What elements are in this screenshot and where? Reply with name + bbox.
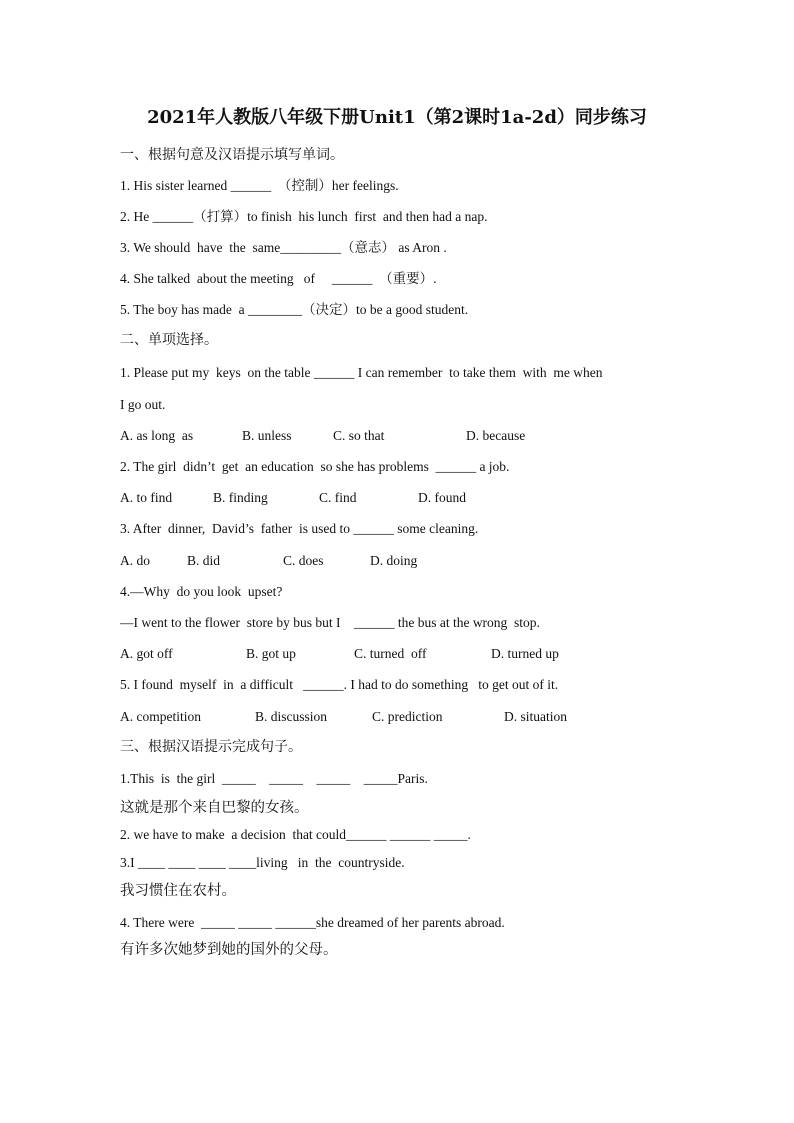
translation-item-1: 1.This is the girl _____ _____ _____ _____Paris. [120,771,428,786]
fill-in-item-5: 5. The boy has made a ________（决定）to be a good student. [120,302,469,317]
q3-option-a: A. do [120,553,150,568]
choice-question-4-line-2: —I went to the flower store by bus but I ______ the bus at the wrong stop. [120,615,540,630]
q4-option-d: D. turned up [491,646,559,661]
section-2-heading: 二、单项选择。 [120,332,218,348]
page-title: 2021年人教版八年级下册Unit1（第2课时1a-2d）同步练习 [147,107,647,128]
q1-option-a: A. as long as [120,428,194,443]
q1-option-b: B. unless [242,428,292,443]
q2-option-b: B. finding [213,490,268,505]
fill-in-item-4: 4. She talked about the meeting of ______ （重要）. [120,271,437,286]
q4-option-c: C. turned off [354,646,427,661]
fill-in-item-3: 3. We should have the same_________（意志） as Aron . [120,240,447,255]
q4-option-b: B. got up [246,646,296,661]
translation-item-3-chinese: 我习惯住在农村。 [120,883,236,899]
q1-option-d: D. because [466,428,526,443]
q4-option-a: A. got off [120,646,173,661]
translation-item-4-chinese: 有许多次她梦到她的国外的父母。 [120,942,338,958]
choice-question-4-line-1: 4.—Why do you look upset? [120,584,283,599]
choice-question-1-line-2: I go out. [120,397,166,412]
fill-in-item-1: 1. His sister learned ______ （控制）her feelings. [120,178,399,193]
translation-item-3: 3.I ____ ____ ____ ____living in the countryside. [120,855,405,870]
q5-option-d: D. situation [504,709,567,724]
q1-option-c: C. so that [333,428,385,443]
fill-in-item-2: 2. He ______（打算）to finish his lunch first and then had a nap. [120,209,488,224]
choice-question-3: 3. After dinner, David’s father is used to ______ some cleaning. [120,521,479,536]
q5-option-a: A. competition [120,709,201,724]
q5-option-c: C. prediction [372,709,443,724]
q3-option-c: C. does [283,553,324,568]
section-3-heading: 三、根据汉语提示完成句子。 [120,739,302,755]
choice-question-1-line-1: 1. Please put my keys on the table ______ I can remember to take them with me when [120,365,603,380]
translation-item-1-chinese: 这就是那个来自巴黎的女孩。 [120,800,309,816]
choice-question-5: 5. I found myself in a difficult ______. I had to do something to get out of it. [120,677,559,692]
choice-question-2: 2. The girl didn’t get an education so she has problems ______ a job. [120,459,510,474]
q3-option-d: D. doing [370,553,418,568]
section-1-heading: 一、根据句意及汉语提示填写单词。 [120,147,344,163]
q3-option-b: B. did [187,553,221,568]
q5-option-b: B. discussion [255,709,328,724]
translation-item-2: 2. we have to make a decision that could______ ______ _____. [120,827,471,842]
q2-option-d: D. found [418,490,466,505]
q2-option-a: A. to find [120,490,173,505]
q2-option-c: C. find [319,490,357,505]
translation-item-4: 4. There were _____ _____ ______she dreamed of her parents abroad. [120,915,505,930]
